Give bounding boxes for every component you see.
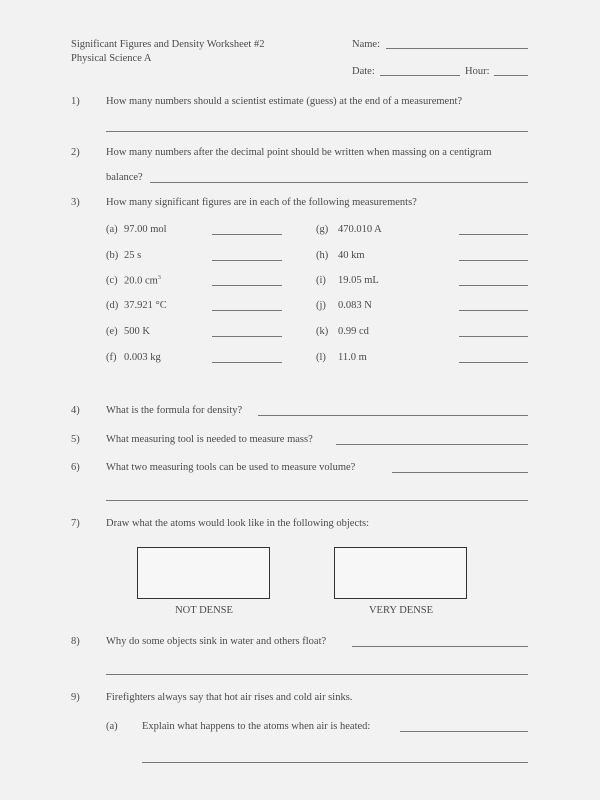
measurement-h-value: 40 km [338,250,365,261]
q2-text: How many numbers after the decimal point should be written when massing on a centigram [106,147,492,158]
very-dense-drawing-box[interactable] [334,547,467,599]
measurement-k-label: (k) [316,326,329,337]
measurement-c-answer[interactable] [212,285,282,286]
q9a-answer-line-2[interactable] [142,762,528,763]
q7-number: 7) [71,518,80,529]
measurement-a-value: 97.00 mol [124,224,167,235]
name-label: Name: [352,39,380,50]
q9a-text: Explain what happens to the atoms when air is heated: [142,721,371,732]
q8-text: Why do some objects sink in water and others float? [106,636,327,647]
name-field[interactable] [386,48,528,49]
q6-answer-line-2[interactable] [106,500,528,501]
measurement-d-label: (d) [106,300,119,311]
q9-number: 9) [71,692,80,703]
measurement-h-answer[interactable] [459,260,528,261]
q5-number: 5) [71,434,80,445]
q8-answer-line-1[interactable] [352,646,528,647]
date-label: Date: [352,66,375,77]
measurement-i-answer[interactable] [459,285,528,286]
measurement-i-value: 19.05 mL [338,275,379,286]
measurement-i-label: (i) [316,275,326,286]
measurement-f-value: 0.003 kg [124,352,161,363]
q4-answer-line[interactable] [258,415,528,416]
measurement-h-label: (h) [316,250,329,261]
date-field[interactable] [380,75,460,76]
measurement-g-value: 470.010 A [338,224,382,235]
q2-answer-line[interactable] [150,182,528,183]
q2-number: 2) [71,147,80,158]
measurement-k-answer[interactable] [459,336,528,337]
q4-text: What is the formula for density? [106,405,243,416]
measurement-a-label: (a) [106,224,118,235]
measurement-d-value: 37.921 °C [124,300,167,311]
q1-text: How many numbers should a scientist estimate (guess) at the end of a measurement? [106,96,463,107]
measurement-c-value: 20.0 $cm^3$ [124,275,161,287]
measurement-c-exponent: 3 [157,275,161,281]
q9-text: Firefighters always say that hot air rises and cold air sinks. [106,692,353,703]
measurement-f-answer[interactable] [212,362,282,363]
measurement-j-label: (j) [316,300,326,311]
measurement-b-label: (b) [106,250,119,261]
measurement-d-answer[interactable] [212,310,282,311]
not-dense-drawing-box[interactable] [137,547,270,599]
measurement-c-label: (c) [106,275,118,286]
measurement-l-value: 11.0 m [338,352,367,363]
q4-number: 4) [71,405,80,416]
q7-text: Draw what the atoms would look like in the following objects: [106,518,370,529]
q6-number: 6) [71,462,80,473]
q1-answer-line[interactable] [106,131,528,132]
q9a-answer-line-1[interactable] [400,731,528,732]
q3-text: How many significant figures are in each of the following measurements? [106,197,417,208]
measurement-k-value: 0.99 cd [338,326,369,337]
measurement-j-value: 0.083 N [338,300,372,311]
measurement-l-answer[interactable] [459,362,528,363]
q8-number: 8) [71,636,80,647]
q6-answer-line-1[interactable] [392,472,528,473]
q2-text-cont: balance? [106,172,143,183]
very-dense-caption: VERY DENSE [368,605,434,616]
worksheet-title: Significant Figures and Density Worksheet #2 [71,39,265,50]
hour-label: Hour: [465,66,490,77]
measurement-g-answer[interactable] [459,234,528,235]
measurement-l-label: (l) [316,352,326,363]
measurement-g-label: (g) [316,224,329,235]
q9a-label: (a) [106,721,118,732]
measurement-e-label: (e) [106,326,118,337]
q8-answer-line-2[interactable] [106,674,528,675]
measurement-a-answer[interactable] [212,234,282,235]
measurement-j-answer[interactable] [459,310,528,311]
hour-field[interactable] [494,75,528,76]
measurement-e-value: 500 K [124,326,150,337]
q6-text: What two measuring tools can be used to measure volume? [106,462,356,473]
q5-answer-line[interactable] [336,444,528,445]
worksheet-subtitle: Physical Science A [71,53,152,64]
measurement-f-label: (f) [106,352,117,363]
q5-text: What measuring tool is needed to measure mass? [106,434,313,445]
measurement-e-answer[interactable] [212,336,282,337]
measurement-b-value: 25 s [124,250,142,261]
not-dense-caption: NOT DENSE [175,605,233,616]
q3-number: 3) [71,197,80,208]
measurement-b-answer[interactable] [212,260,282,261]
q1-number: 1) [71,96,80,107]
